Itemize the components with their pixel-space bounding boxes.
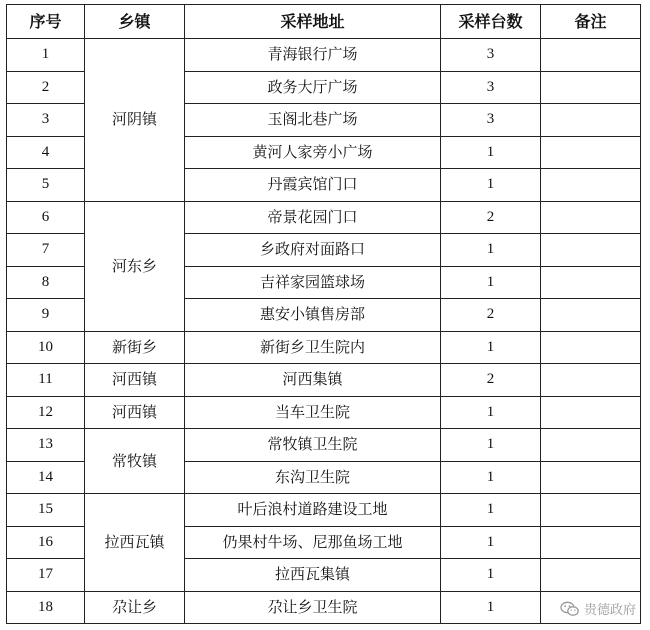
cell-note	[541, 364, 641, 397]
table-row	[7, 396, 641, 429]
cell-serial: 18	[7, 591, 85, 624]
cell-count: 1	[441, 396, 541, 429]
header-town: 乡镇	[85, 5, 185, 39]
cell-address: 乡政府对面路口	[185, 234, 441, 267]
cell-serial: 7	[7, 234, 85, 267]
cell-address: 仍果村牛场、尼那鱼场工地	[185, 526, 441, 559]
cell-note	[541, 39, 641, 72]
cell-note	[541, 71, 641, 104]
cell-address: 政务大厅广场	[185, 71, 441, 104]
cell-serial: 3	[7, 104, 85, 137]
wechat-icon	[560, 601, 580, 617]
cell-address: 黄河人家旁小广场	[185, 136, 441, 169]
cell-serial: 13	[7, 429, 85, 462]
cell-town: 新街乡	[85, 331, 185, 364]
cell-count: 1	[441, 136, 541, 169]
cell-address: 丹霞宾馆门口	[185, 169, 441, 202]
header-count: 采样台数	[441, 5, 541, 39]
cell-count: 1	[441, 461, 541, 494]
cell-serial: 5	[7, 169, 85, 202]
watermark	[560, 599, 636, 618]
cell-town: 河西镇	[85, 364, 185, 397]
cell-address: 新街乡卫生院内	[185, 331, 441, 364]
cell-town: 河西镇	[85, 396, 185, 429]
cell-count: 3	[441, 104, 541, 137]
cell-address: 吉祥家园篮球场	[185, 266, 441, 299]
cell-serial: 15	[7, 494, 85, 527]
cell-address: 叶后浪村道路建设工地	[185, 494, 441, 527]
cell-address: 河西集镇	[185, 364, 441, 397]
cell-serial: 10	[7, 331, 85, 364]
cell-note	[541, 396, 641, 429]
cell-serial: 1	[7, 39, 85, 72]
cell-note	[541, 526, 641, 559]
cell-serial: 16	[7, 526, 85, 559]
cell-count: 1	[441, 429, 541, 462]
table-row	[7, 201, 641, 234]
cell-town: 河东乡	[85, 201, 185, 331]
cell-address: 帝景花园门口	[185, 201, 441, 234]
cell-address: 青海银行广场	[185, 39, 441, 72]
cell-note	[541, 494, 641, 527]
cell-town: 河阴镇	[85, 39, 185, 202]
cell-serial: 2	[7, 71, 85, 104]
cell-count: 3	[441, 71, 541, 104]
cell-serial: 4	[7, 136, 85, 169]
cell-town: 尕让乡	[85, 591, 185, 624]
cell-note	[541, 331, 641, 364]
cell-count: 2	[441, 364, 541, 397]
cell-address: 惠安小镇售房部	[185, 299, 441, 332]
table-row	[7, 39, 641, 72]
cell-count: 1	[441, 331, 541, 364]
cell-count: 1	[441, 526, 541, 559]
cell-serial: 9	[7, 299, 85, 332]
table-row	[7, 591, 641, 624]
table-row	[7, 494, 641, 527]
cell-count: 1	[441, 266, 541, 299]
cell-count: 1	[441, 234, 541, 267]
cell-note	[541, 266, 641, 299]
cell-serial: 14	[7, 461, 85, 494]
cell-note	[541, 461, 641, 494]
table-body	[7, 39, 641, 624]
header-note: 备注	[541, 5, 641, 39]
table-row	[7, 331, 641, 364]
cell-address: 玉阁北巷广场	[185, 104, 441, 137]
cell-town: 拉西瓦镇	[85, 494, 185, 592]
cell-count: 2	[441, 299, 541, 332]
cell-address: 尕让乡卫生院	[185, 591, 441, 624]
cell-note	[541, 104, 641, 137]
cell-address: 拉西瓦集镇	[185, 559, 441, 592]
cell-note	[541, 429, 641, 462]
cell-count: 1	[441, 559, 541, 592]
cell-note	[541, 234, 641, 267]
cell-count: 2	[441, 201, 541, 234]
cell-serial: 12	[7, 396, 85, 429]
watermark-text: 贵德政府	[583, 603, 636, 618]
table-row	[7, 429, 641, 462]
table-row	[7, 364, 641, 397]
cell-count: 1	[441, 494, 541, 527]
cell-note	[541, 299, 641, 332]
cell-note	[541, 201, 641, 234]
cell-note	[541, 169, 641, 202]
cell-serial: 8	[7, 266, 85, 299]
cell-town: 常牧镇	[85, 429, 185, 494]
cell-serial: 11	[7, 364, 85, 397]
cell-address: 当车卫生院	[185, 396, 441, 429]
cell-note	[541, 559, 641, 592]
cell-note	[541, 136, 641, 169]
cell-count: 3	[441, 39, 541, 72]
header-address: 采样地址	[185, 5, 441, 39]
cell-address: 东沟卫生院	[185, 461, 441, 494]
cell-count: 1	[441, 591, 541, 624]
cell-count: 1	[441, 169, 541, 202]
table-header-row	[7, 5, 641, 39]
cell-serial: 6	[7, 201, 85, 234]
cell-serial: 17	[7, 559, 85, 592]
header-serial: 序号	[7, 5, 85, 39]
sampling-sites-table	[6, 4, 641, 624]
cell-address: 常牧镇卫生院	[185, 429, 441, 462]
